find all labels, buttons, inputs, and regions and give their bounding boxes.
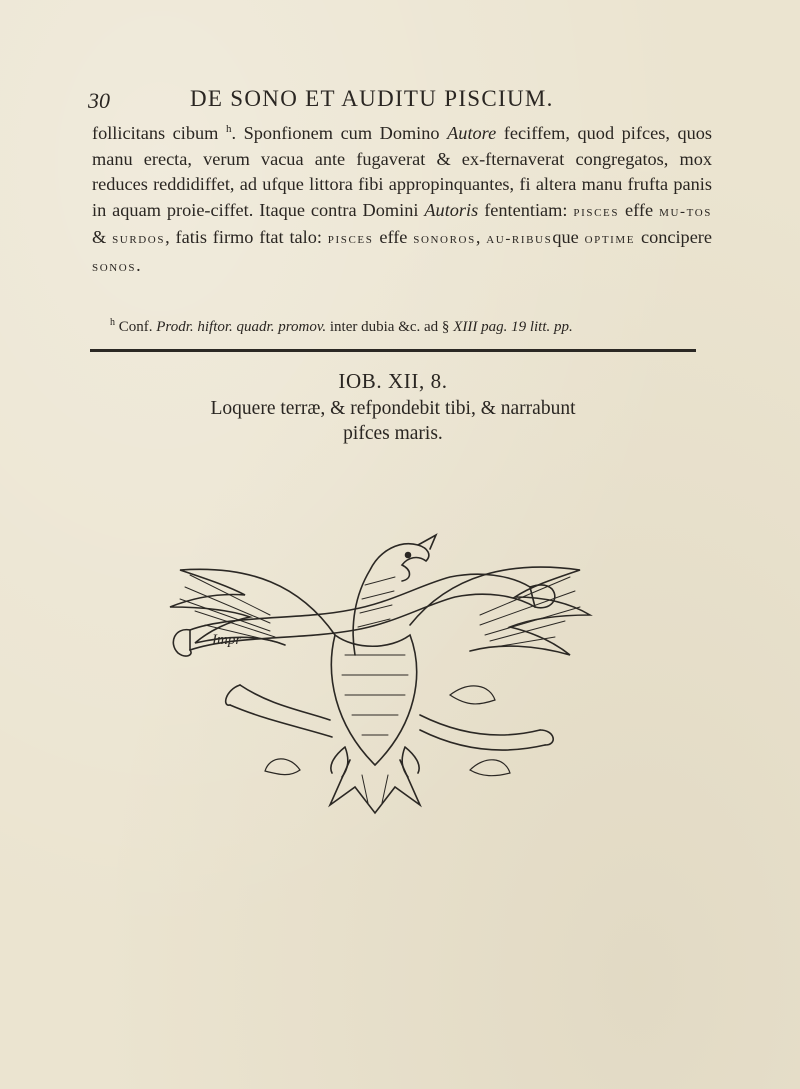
page-header	[0, 86, 800, 116]
epigraph	[90, 366, 696, 446]
small-caps-word: pisces	[573, 203, 620, 220]
body-italic: Autoris	[424, 199, 479, 220]
footnote	[110, 313, 720, 337]
epigraph-line: Loquere terræ, & refpondebit tibi, & narrabunt	[210, 398, 576, 419]
body-text-segment: , fatis firmo ftat talo:	[165, 227, 328, 248]
banner-text: Impr	[212, 632, 242, 648]
footnote-title-italic: Prodr. hiftor. quadr. promov.	[156, 319, 327, 335]
footnote-text: Conf.	[115, 319, 157, 335]
body-text-segment: fententiam:	[478, 199, 574, 220]
small-caps-word: mu-tos	[659, 203, 712, 220]
body-text-segment: feciffem, quod pifces, quos manu erecta, verum vacua ante fugaverat & ex-fternaverat congregatos, mox reduces reddidiffet, ad ufque littora fibi appropinquantes, fi altera manu frufta panis in aquam proie-ciffet. Itaque contra Domini	[92, 123, 713, 220]
running-head: DE SONO ET AUDITU PISCIUM.	[190, 86, 554, 111]
horizontal-rule	[90, 349, 696, 352]
body-paragraph	[92, 117, 712, 281]
small-caps-word: optime	[584, 231, 636, 248]
footnote-text: inter dubia &c. ad §	[326, 319, 454, 335]
body-text-segment: concipere	[635, 227, 713, 248]
footnote-citation-italic: XIII pag. 19 litt. pp.	[453, 319, 573, 335]
small-caps-word: pisces	[327, 231, 374, 248]
body-text-segment: effe	[373, 227, 414, 248]
footnote-mark: h	[110, 317, 115, 328]
epigraph-line: pifces maris.	[343, 423, 443, 444]
small-caps-word: surdos	[112, 231, 166, 248]
body-text-segment: ,	[475, 227, 487, 248]
body-text-segment: que	[552, 227, 585, 248]
epigraph-reference: IOB. XII, 8.	[338, 369, 448, 393]
body-italic: Autore	[447, 123, 497, 144]
small-caps-word: au-ribus	[486, 231, 553, 248]
eagle-vignette-icon	[150, 515, 600, 815]
small-caps-word: sonoros	[413, 231, 476, 248]
body-text-segment: effe	[619, 199, 660, 220]
body-text-segment: .	[136, 255, 141, 276]
page-number: 30	[88, 88, 110, 113]
footnote-reference: h	[225, 123, 232, 135]
body-text-segment: . Sponfionem cum Domino	[231, 123, 448, 144]
small-caps-word: sonos	[92, 259, 137, 276]
body-text-segment: follicitans cibum	[92, 123, 226, 144]
body-text-segment: &	[92, 227, 113, 248]
